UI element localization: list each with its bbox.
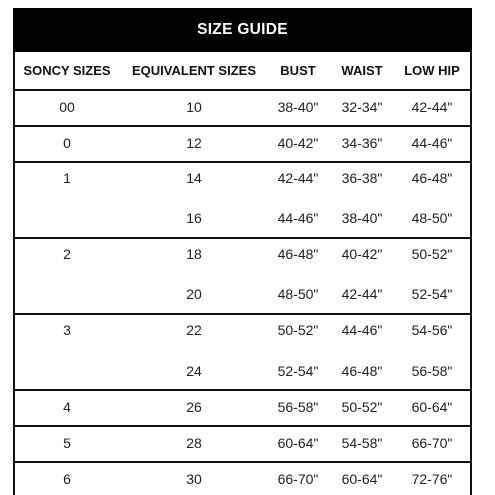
- bust-value: 38-40": [277, 99, 319, 115]
- waist-value: 40-42": [341, 246, 383, 262]
- col-header-equivalent-sizes: EQUIVALENT SIZES: [132, 63, 256, 78]
- bust-value: 46-48": [277, 246, 319, 262]
- low-hip-value: 54-56": [411, 322, 453, 338]
- waist-value: 34-36": [341, 135, 383, 151]
- table-right-border: [470, 52, 472, 495]
- equivalent-size: 26: [186, 399, 202, 415]
- low-hip-value: 72-76": [411, 471, 453, 487]
- equivalent-size: 12: [186, 135, 202, 151]
- equivalent-size: 24: [186, 363, 202, 379]
- col-header-soncy-sizes: SONCY SIZES: [23, 63, 111, 78]
- low-hip-value: 48-50": [411, 210, 453, 226]
- bust-value: 56-58": [277, 399, 319, 415]
- soncy-size: 0: [63, 135, 71, 151]
- bust-value: 66-70": [277, 471, 319, 487]
- equivalent-size: 14: [186, 170, 202, 186]
- waist-value: 32-34": [341, 99, 383, 115]
- soncy-size: 00: [59, 99, 75, 115]
- size-guide-title: SIZE GUIDE: [13, 8, 472, 52]
- low-hip-value: 42-44": [411, 99, 453, 115]
- waist-value: 50-52": [341, 399, 383, 415]
- equivalent-size: 30: [186, 471, 202, 487]
- soncy-size: 2: [63, 246, 71, 262]
- group-divider: [13, 425, 472, 427]
- header-divider: [13, 89, 472, 91]
- waist-value: 36-38": [341, 170, 383, 186]
- group-divider: [13, 389, 472, 391]
- low-hip-value: 44-46": [411, 135, 453, 151]
- waist-value: 60-64": [341, 471, 383, 487]
- col-header-low-hip: LOW HIP: [404, 63, 460, 78]
- equivalent-size: 28: [186, 435, 202, 451]
- soncy-size: 3: [63, 322, 71, 338]
- waist-value: 46-48": [341, 363, 383, 379]
- bust-value: 52-54": [277, 363, 319, 379]
- bust-value: 50-52": [277, 322, 319, 338]
- bust-value: 42-44": [277, 170, 319, 186]
- col-header-bust: BUST: [280, 63, 316, 78]
- soncy-size: 6: [63, 471, 71, 487]
- bust-value: 60-64": [277, 435, 319, 451]
- low-hip-value: 66-70": [411, 435, 453, 451]
- bust-value: 44-46": [277, 210, 319, 226]
- waist-value: 54-58": [341, 435, 383, 451]
- equivalent-size: 10: [186, 99, 202, 115]
- equivalent-size: 20: [186, 286, 202, 302]
- bust-value: 40-42": [277, 135, 319, 151]
- waist-value: 38-40": [341, 210, 383, 226]
- low-hip-value: 50-52": [411, 246, 453, 262]
- soncy-size: 5: [63, 435, 71, 451]
- group-divider: [13, 125, 472, 127]
- table-left-border: [13, 52, 15, 495]
- group-divider: [13, 461, 472, 463]
- equivalent-size: 18: [186, 246, 202, 262]
- low-hip-value: 60-64": [411, 399, 453, 415]
- col-header-waist: WAIST: [341, 63, 383, 78]
- low-hip-value: 46-48": [411, 170, 453, 186]
- soncy-size: 1: [63, 170, 71, 186]
- low-hip-value: 52-54": [411, 286, 453, 302]
- low-hip-value: 56-58": [411, 363, 453, 379]
- waist-value: 42-44": [341, 286, 383, 302]
- soncy-size: 4: [63, 399, 71, 415]
- equivalent-size: 22: [186, 322, 202, 338]
- equivalent-size: 16: [186, 210, 202, 226]
- bust-value: 48-50": [277, 286, 319, 302]
- waist-value: 44-46": [341, 322, 383, 338]
